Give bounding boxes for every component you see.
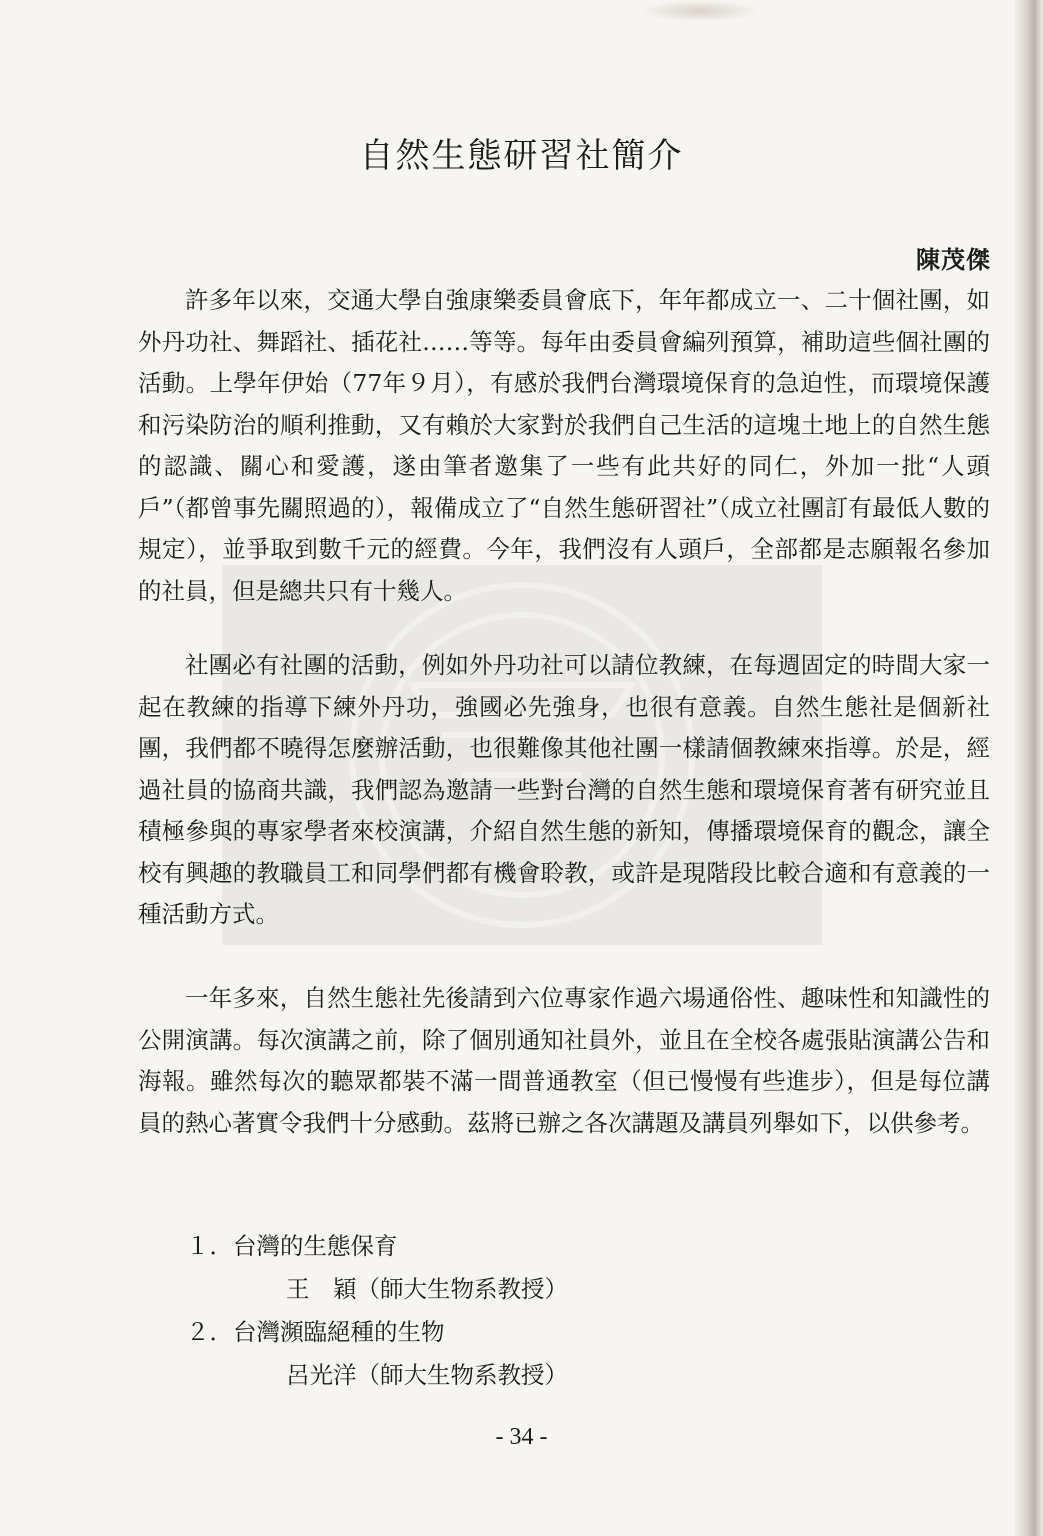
page-binding-edge bbox=[1015, 0, 1043, 1536]
article-title: 自然生態研習社簡介 bbox=[359, 136, 684, 176]
lecture-speaker: 王 穎（師大生物系教授） bbox=[286, 1275, 568, 1303]
paragraph-3: 一年多來，自然生態社先後請到六位專家作過六場通俗性、趣味性和知識性的公開演講。每次演講之前，除了個別通知社員外，並且在全校各處張貼演講公告和海報。雖然每次的聽眾都裝不滿一間普通教室（但已慢慢有些進步），但是每位講員的熱心著實令我們十分感動。茲將已辦之各次講題及講員列舉如下，以供參考。 bbox=[138, 984, 990, 1137]
page-number: - 34 - bbox=[495, 1424, 548, 1450]
lecture-topic: １．台灣的生態保育 bbox=[186, 1232, 398, 1260]
scan-artifact-top bbox=[640, 0, 760, 22]
lecture-item bbox=[186, 1225, 568, 1311]
lecture-topic: ２．台灣瀕臨絕種的生物 bbox=[186, 1318, 445, 1346]
author-name: 陳茂傑 bbox=[916, 245, 991, 274]
lecture-speaker: 呂光洋（師大生物系教授） bbox=[286, 1361, 568, 1389]
lecture-item bbox=[186, 1311, 568, 1397]
paragraph-2: 社團必有社團的活動，例如外丹功社可以請位教練，在每週固定的時間大家一起在教練的指導下練外丹功，強國必先強身，也很有意義。自然生態社是個新社團，我們都不曉得怎麼辦活動，也很難像其他社團一樣請個教練來指導。於是，經過社員的協商共識，我們認為邀請一些對台灣的自然生態和環境保育著有研究並且積極參與的專家學者來校演講，介紹自然生態的新知，傳播環境保育的觀念，讓全校有興趣的教職員工和同學們都有機會聆教，或許是現階段比較合適和有意義的一種活動方式。 bbox=[138, 651, 990, 928]
paragraph-1: 許多年以來，交通大學自強康樂委員會底下，年年都成立一、二十個社團，如外丹功社、舞蹈社、插花社……等等。每年由委員會編列預算，補助這些個社團的活動。上學年伊始（77年９月），有感於我們台灣環境保育的急迫性，而環境保護和污染防治的順利推動，又有賴於大家對於我們自己生活的這塊土地上的自然生態的認識、關心和愛護，遂由筆者邀集了一些有此共好的同仁，外加一批“人頭戶”（都曾事先關照過的），報備成立了“自然生態研習社”（成立社團訂有最低人數的規定），並爭取到數千元的經費。今年，我們沒有人頭戶，全部都是志願報名參加的社員，但是總共只有十幾人。 bbox=[138, 286, 990, 605]
lecture-list bbox=[186, 1225, 568, 1397]
